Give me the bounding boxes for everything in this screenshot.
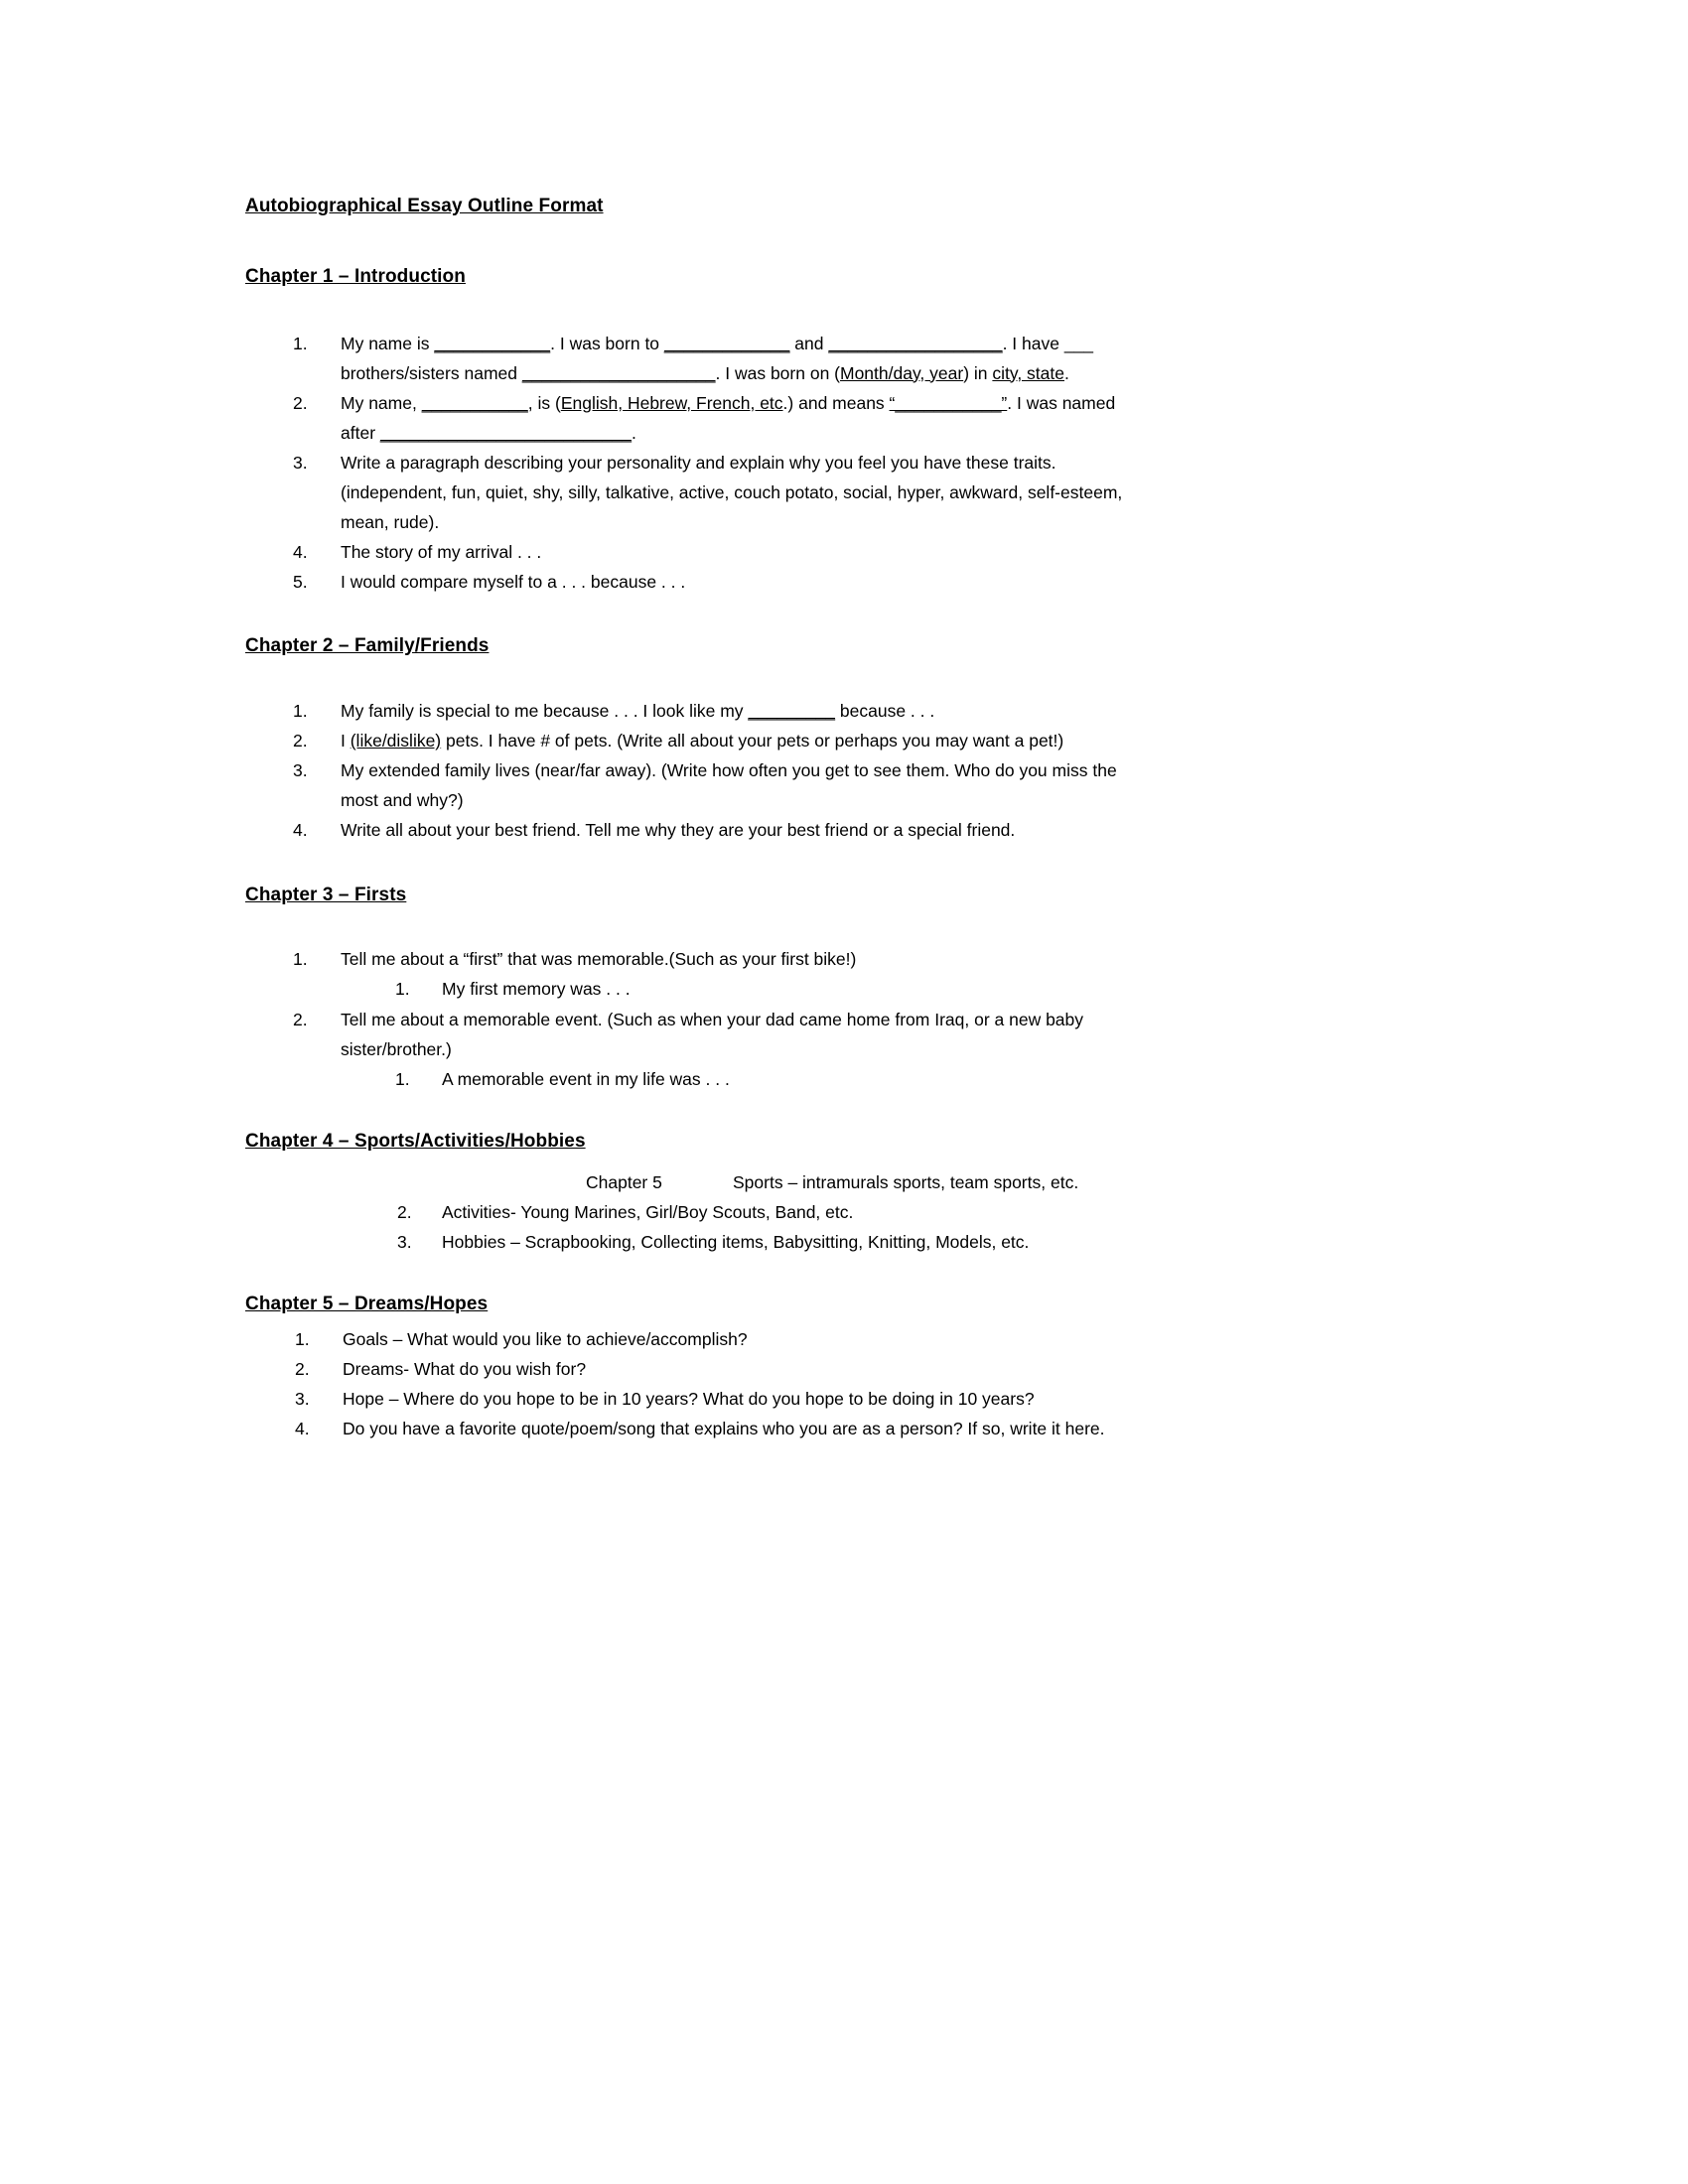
- list-item: [245, 537, 1139, 567]
- list-item-number: 1.: [395, 1068, 410, 1089]
- list-item-number: 4.: [295, 1418, 310, 1438]
- list-item-text: My name, ___________, is (English, Hebrew, French, etc.) and means “___________”. I was named after __________________________.: [341, 392, 1116, 443]
- list-item-text: Activities- Young Marines, Girl/Boy Scouts, Band, etc.: [442, 1201, 854, 1222]
- list-item-text: Do you have a favorite quote/poem/song that explains who you are as a person? If so, write it here.: [343, 1418, 1105, 1438]
- list-item: [245, 1384, 1139, 1414]
- chapter-4-pseudo-item: [245, 1167, 1139, 1197]
- chapter-2-list: [245, 696, 1139, 845]
- list-item-number: 1.: [293, 701, 308, 722]
- list-item-text: My family is special to me because . . . I look like my _________ because . . .: [341, 701, 935, 722]
- list-item-text: My first memory was . . .: [442, 979, 631, 1000]
- list-item-number: 2.: [295, 1358, 310, 1379]
- chapter-3-sublist-2: [245, 1064, 1139, 1094]
- list-item: [245, 1414, 1139, 1443]
- list-item-text: The story of my arrival . . .: [341, 542, 542, 563]
- chapter-section-1: [245, 265, 1139, 598]
- list-item-number: 3.: [397, 1231, 412, 1252]
- list-item-number: 1.: [293, 949, 308, 970]
- list-item: [245, 974, 1139, 1004]
- list-item-number: 2.: [293, 392, 308, 413]
- list-item-number: 4.: [293, 820, 308, 841]
- list-item: [245, 1324, 1139, 1354]
- list-item-number: 4.: [293, 542, 308, 563]
- chapter-heading-2: Chapter 2 – Family/Friends: [245, 635, 490, 657]
- list-item-text: Goals – What would you like to achieve/accomplish?: [343, 1328, 748, 1349]
- list-item: [245, 1064, 1139, 1094]
- list-item: [245, 567, 1139, 597]
- chapter-4-list: [245, 1197, 1139, 1257]
- chapter-heading-1: Chapter 1 – Introduction: [245, 265, 466, 287]
- chapter-4-pseudo-label: Chapter 5: [586, 1171, 662, 1192]
- chapter-3-list-cont: [245, 1005, 1139, 1064]
- chapter-5-list: [245, 1324, 1139, 1443]
- list-item-text: Hope – Where do you hope to be in 10 years? What do you hope to be doing in 10 years?: [343, 1388, 1035, 1409]
- chapter-3-sublist-1: [245, 974, 1139, 1004]
- list-item-text: A memorable event in my life was . . .: [442, 1068, 730, 1089]
- list-item: [245, 755, 1139, 815]
- chapter-heading-5: Chapter 5 – Dreams/Hopes: [245, 1293, 489, 1314]
- list-item-text: Tell me about a “first” that was memorable.(Such as your first bike!): [341, 949, 857, 970]
- list-item-number: 1.: [295, 1328, 310, 1349]
- list-item: [245, 388, 1139, 448]
- list-item: [245, 696, 1139, 726]
- chapter-heading-3: Chapter 3 – Firsts: [245, 884, 407, 905]
- list-item-number: 3.: [293, 760, 308, 781]
- list-item: [245, 1005, 1139, 1064]
- list-item-text: I (like/dislike) pets. I have # of pets. (Write all about your pets or perhaps you may want a pet!): [341, 731, 1064, 751]
- list-item: [245, 1197, 1139, 1227]
- chapter-section-5: [245, 1293, 1139, 1443]
- chapter-1-list: [245, 329, 1139, 598]
- list-item-text: Write all about your best friend. Tell me why they are your best friend or a special friend.: [341, 820, 1016, 841]
- list-item: [245, 1227, 1139, 1257]
- chapter-section-2: [245, 634, 1139, 845]
- document-title: Autobiographical Essay Outline Format: [245, 196, 604, 216]
- list-item-number: 2.: [397, 1201, 412, 1222]
- list-item-number: 2.: [293, 731, 308, 751]
- list-item-number: 1.: [293, 333, 308, 353]
- chapter-3-list: [245, 944, 1139, 974]
- chapter-section-4: [245, 1130, 1139, 1257]
- list-item: [245, 329, 1139, 388]
- list-item-text: Write a paragraph describing your personality and explain why you feel you have these traits.(independent, fun, quiet, shy, silly, talkative, active, couch potato, social, hyper, awkward, self-esteem, mean, rude).: [341, 452, 1123, 533]
- list-item: [245, 726, 1139, 755]
- list-item-text: My name is ____________. I was born to _____________ and __________________. I have ___ brothers/sisters named ____________________. I was born on (Month/day, year) in city, state.: [341, 333, 1094, 383]
- list-item-text: My extended family lives (near/far away). (Write how often you get to see them. Who do you miss the most and why?): [341, 760, 1117, 811]
- list-item: [245, 944, 1139, 974]
- list-item-text: Tell me about a memorable event. (Such as when your dad came home from Iraq, or a new baby sister/brother.): [341, 1009, 1084, 1059]
- list-item-text: I would compare myself to a . . . because . . .: [341, 572, 686, 593]
- chapter-4-pseudo-text: Sports – intramurals sports, team sports, etc.: [733, 1171, 1079, 1192]
- list-item: [245, 1354, 1139, 1384]
- list-item-number: 1.: [395, 979, 410, 1000]
- list-item-number: 2.: [293, 1009, 308, 1029]
- list-item-number: 5.: [293, 572, 308, 593]
- list-item: [245, 448, 1139, 537]
- list-item-text: Hobbies – Scrapbooking, Collecting items, Babysitting, Knitting, Models, etc.: [442, 1231, 1030, 1252]
- chapter-heading-4: Chapter 4 – Sports/Activities/Hobbies: [245, 1130, 586, 1152]
- list-item-number: 3.: [295, 1388, 310, 1409]
- list-item: [245, 815, 1139, 845]
- list-item-number: 3.: [293, 452, 308, 473]
- list-item-text: Dreams- What do you wish for?: [343, 1358, 587, 1379]
- document-body: [245, 195, 1139, 1443]
- chapter-section-3: [245, 884, 1139, 1094]
